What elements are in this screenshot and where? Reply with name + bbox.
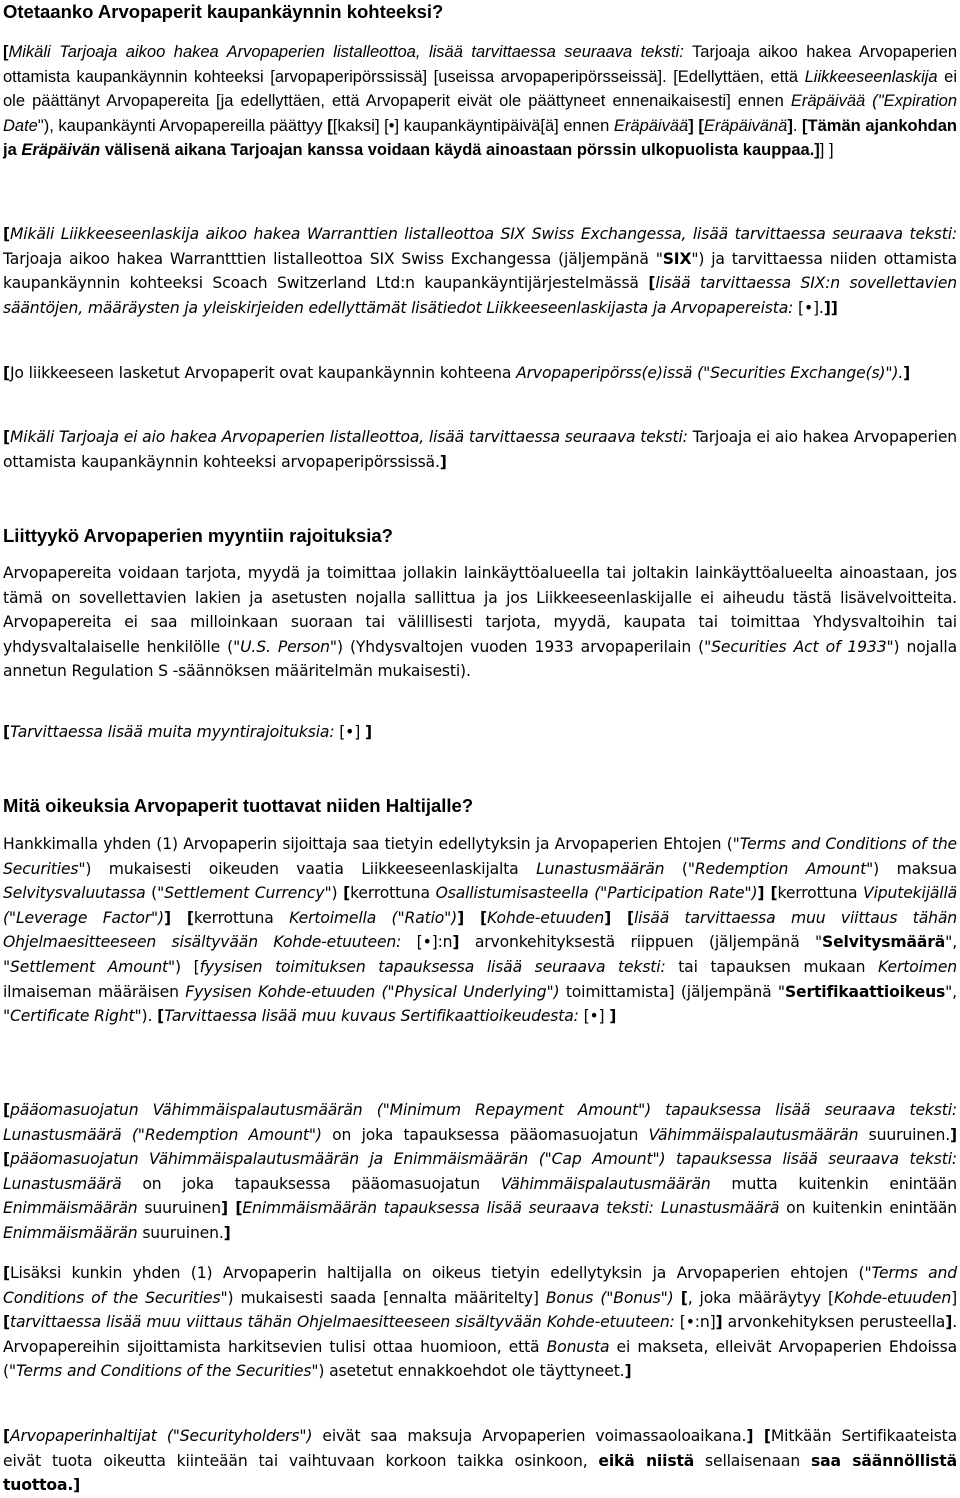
text-run: Bonusta [546, 1337, 610, 1356]
text-run: SIX [662, 249, 692, 268]
text-run: ") asetetut ennakkoehdot ole täyttyneet. [311, 1362, 625, 1381]
text-run: Jo liikkeeseen lasketut Arvopaperit ovat kaupankäynnin kohteena [9, 364, 517, 382]
text-run: [ [680, 1288, 688, 1307]
text-run: ] [ [220, 1199, 243, 1218]
text-run: Terms and Conditions of the Securities [15, 1362, 312, 1381]
text-run: ] [ [457, 908, 487, 927]
text-run: suuruinen. [858, 1125, 951, 1144]
text-run: [ [343, 884, 351, 903]
text-run: Lunastusmäärän [536, 859, 665, 878]
text-run: välisenä aikana Tarjoajan kanssa voidaan käydä ainoastaan pörssin ulkopuolista kauppaa.] [100, 141, 820, 160]
text-run: ei ole päättänyt Arvopapereita [ja edellyttäen, että Arvopaperit eivät ole päättyneet ennenaikaisesti] ennen [3, 67, 957, 111]
text-run: Liikkeeseenlaskija [804, 67, 938, 86]
text-run: tai tapauksen mukaan [665, 957, 879, 976]
text-run: ") nojalla annetun Regulation S -säännöksen määritelmän mukaisesti). [3, 637, 958, 681]
text-run: Eräpäivää [613, 116, 689, 135]
text-run [674, 1289, 681, 1307]
text-run: ei makseta, elleivät Arvopaperien Ehdoissa (" [3, 1337, 957, 1381]
text-run: ]] [823, 298, 838, 317]
heading-holder-rights: Mitä oikeuksia Arvopaperit tuottavat niiden Haltijalle? [3, 795, 474, 816]
text-run: Redemption Amount [694, 859, 867, 878]
text-run: on joka tapauksessa pääomasuojatun [121, 1174, 501, 1193]
text-run: Viputekijällä ("Leverage Factor") [3, 884, 958, 927]
text-run: ") mukaisesti oikeuden vaatia Liikkeeseenlaskijalta [78, 859, 537, 878]
heading-trading-admission: Otetaanko Arvopaperit kaupankäynnin kohteeksi? [3, 1, 444, 22]
text-run: kerrottuna [350, 884, 436, 903]
text-run: (" [865, 92, 884, 111]
heading-sales-restrictions: Liittyykö Arvopaperien myyntiin rajoituksia? [3, 525, 393, 546]
text-run: lisää tarvittaessa SIX:n sovellettavien sääntöjen, määräysten ja yleiskirjeiden edellyttämät lisätiedot Liikkeeseenlaskijasta ja Arvopapereista: [3, 274, 957, 317]
text-run: ] [903, 364, 911, 382]
text-run: suuruinen [137, 1199, 221, 1218]
paragraph-other-restrictions [3, 720, 957, 745]
text-run: Fyysisen Kohde-etuuden ("Physical Underlying") [185, 982, 560, 1001]
paragraph-bonus [3, 1261, 957, 1384]
paragraph-capital-protection [3, 1098, 957, 1246]
text-run: pääomasuojatun Vähimmäispalautusmäärän ("Minimum Repayment Amount") tapauksessa lisää seuraava teksti: [9, 1101, 957, 1119]
text-run: Enimmäismäärän [3, 1199, 138, 1218]
text-run: Osallistumisasteella ("Participation Rate") [435, 884, 758, 903]
paragraph-six-listing [3, 222, 957, 320]
text-run: Kertoimella ("Ratio") [289, 908, 458, 927]
text-run: eivät saa maksuja Arvopaperien voimassaoloaikana. [312, 1427, 747, 1445]
text-run: [Tämän ajankohdan ja [3, 116, 958, 160]
text-run: toimittamista] (jäljempänä " [559, 982, 785, 1001]
text-run: on kuitenkin enintään [779, 1199, 957, 1218]
text-run: ] [223, 1223, 231, 1242]
text-run: Enimmäismäärän tapauksessa lisää seuraava teksti: Lunastusmäärä [242, 1199, 780, 1218]
text-run: [ [648, 274, 656, 293]
text-run: Mikäli Tarjoaja ei aio hakea Arvopaperien listalleottoa, lisää tarvittaessa seuraava teksti: [9, 428, 688, 446]
text-run: mutta kuitenkin enintään [710, 1174, 957, 1193]
text-run: Terms and Conditions of the Securities [3, 835, 957, 878]
paragraph-already-listed [3, 361, 957, 386]
text-run: Eräpäivänä [703, 116, 788, 135]
text-run: ] [ [757, 884, 778, 903]
text-run: sellaisenaan [694, 1451, 811, 1470]
text-run: ] [ [604, 908, 634, 927]
text-run: [ [3, 1313, 10, 1332]
text-run: [•:n] [674, 1313, 716, 1332]
paragraph-sales-restrictions [3, 561, 957, 684]
text-run: [•]:n [401, 933, 453, 952]
text-run: [ [3, 43, 9, 61]
text-run: ") [324, 884, 344, 903]
text-run: Sertifikaattioikeus [784, 982, 946, 1001]
text-run: Certificate Right [10, 1007, 135, 1026]
text-run: ") [ [168, 957, 200, 976]
paragraph-redemption-rights [3, 832, 957, 1029]
text-run: ] [73, 1476, 81, 1495]
text-run: Expiration Date [3, 92, 958, 135]
text-run: [ [327, 116, 333, 135]
text-run: [ [3, 1264, 10, 1282]
text-run: ] [ [3, 1125, 957, 1169]
text-run: ilmaiseman määräisen [3, 982, 186, 1001]
text-run: ] [624, 1362, 632, 1381]
text-run: Tarjoaja aikoo hakea Arvopaperien ottamista kaupankäynnin kohteeksi [arvopaperipörssissä] [useissa arvopaperipörsseissä]. [Edellyttäen, että [3, 43, 957, 86]
text-run: saa säännöllistä tuottoa. [3, 1451, 957, 1495]
text-run: ] [951, 1288, 957, 1307]
text-run: arvonkehityksestä riippuen (jäljempänä " [459, 933, 823, 952]
text-run: Mitkään Sertifikaateista eivät tuota oikeutta kiinteään tai vaihtuvaan korkoon taikka osinkoon, [3, 1427, 957, 1470]
text-run: ] [364, 723, 372, 741]
text-run: Selvitysmäärä [822, 933, 946, 952]
text-run: ") maksua [866, 859, 958, 878]
text-run: fyysisen toimituksen tapauksessa lisää seuraava teksti: [199, 957, 666, 976]
text-run: Enimmäismäärän [3, 1223, 138, 1242]
text-run: ] [452, 933, 460, 952]
text-run: [kaksi] [•] kaupankäyntipäivä[ä] ennen [332, 116, 614, 135]
text-run: Kertoimen [878, 957, 957, 976]
text-run: Settlement Amount [10, 957, 169, 976]
text-run: ] [439, 452, 447, 471]
text-run: "). [134, 1007, 158, 1026]
text-run: tarvittaessa lisää muu viittaus tähän Ohjelmaesitteeseen sisältyvään Kohde-etuuteen: [9, 1313, 675, 1332]
text-run: lisää tarvittaessa muu viittaus tähän Ohjelmaesitteeseen sisältyvään Kohde-etuuteen: [3, 908, 958, 952]
text-run: Bonus ("Bonus") [545, 1288, 674, 1307]
text-run: ] [ [688, 116, 704, 135]
text-run: kerrottuna [193, 908, 290, 927]
text-run: [•]. [793, 298, 824, 317]
text-run: pääomasuojatun Vähimmäispalautusmäärän ja Enimmäismäärän ("Cap Amount") tapauksessa lisää seuraava teksti: Lunastusmäärä [3, 1150, 957, 1193]
paragraph-no-listing [3, 425, 957, 474]
text-run: Mikäli Tarjoaja aikoo hakea Arvopaperien listalleottoa, lisää tarvittaessa seuraava teksti: [8, 43, 684, 61]
text-run: kerrottuna [777, 884, 864, 903]
text-run: Eräpäivän [21, 141, 101, 160]
text-run: Arvopaperinhaltijat ("Securityholders") [9, 1427, 313, 1445]
text-run: ] [715, 1313, 723, 1332]
text-run: on joka tapauksessa pääomasuojatun [321, 1125, 649, 1144]
text-run: Tarvittaessa lisää muita myyntirajoituksia: [9, 723, 335, 741]
text-run: , joka määräytyy [ [687, 1288, 834, 1307]
text-run: Tarjoaja aikoo hakea Warrantttien listalleottoa SIX Swiss Exchangessa (jäljempänä " [3, 249, 663, 268]
text-run: . Arvopapereihin sijoittamista harkitsevien tulisi ottaa huomioon, että [3, 1313, 957, 1356]
text-run [21, 141, 100, 159]
text-run: Lisäksi kunkin yhden (1) Arvopaperin haltijalla on oikeus tietyin edellytyksin ja Arvopaperien ehtojen (" [9, 1264, 872, 1282]
text-run: . [792, 116, 803, 135]
text-run: Eräpäivää [790, 92, 866, 111]
text-run: "), kaupankäynti Arvopapereilla päättyy [37, 116, 328, 135]
text-run: ", " [3, 933, 958, 976]
text-run: Securities Act of 1933 [711, 637, 887, 656]
text-run: eikä niistä [598, 1451, 695, 1470]
text-run: Mikäli Liikkeeseenlaskija aikoo hakea Warranttien listalleottoa SIX Swiss Exchangessa, lisää tarvittaessa seuraava teksti: [9, 225, 957, 243]
text-run: (" [664, 859, 695, 878]
text-run: [ [3, 225, 10, 243]
text-run: ] [609, 1007, 617, 1026]
text-run: ") ja tarvittaessa niiden ottamista kaupankäynnin kohteeksi Scoach Switzerland Ltd:n kaupankäyntijärjestelmässä [3, 249, 957, 293]
paragraph-securityholders-payments [3, 1424, 957, 1498]
text-run: Vähimmäispalautusmäärän [648, 1125, 859, 1144]
text-run: Lunastusmäärä ("Redemption Amount") [3, 1125, 322, 1144]
text-run: [ [3, 723, 10, 741]
text-run: Arvopaperipörss(e)issä ("Securities Exchange(s)"). [516, 364, 904, 382]
text-run: ", " [3, 982, 957, 1026]
text-run: ] ] [819, 141, 834, 160]
text-run: Selvitysvaluutassa [3, 884, 146, 903]
text-run: ") (Yhdysvaltojen vuoden 1933 arvopaperilain (" [329, 637, 712, 656]
text-run: Settlement Currency [164, 884, 325, 903]
text-run: Terms and Conditions of the Securities [3, 1264, 957, 1307]
text-run: Kohde-etuuden [833, 1288, 952, 1307]
text-run: Tarjoaja ei aio hakea Arvopaperien ottamista kaupankäynnin kohteeksi arvopaperipörssissä. [3, 428, 957, 471]
text-run: [ [3, 1427, 10, 1445]
text-run: ] [ [163, 908, 194, 927]
text-run: Arvopapereita voidaan tarjota, myydä ja toimittaa jollakin lainkäyttöalueella tai joltakin lainkäyttöalueelta ainoastaan, jos tämä on sovellettavien lakien ja asetusten nojalla sallittua ja jos Liikkeeseenlaskijalle ei aiheudu tästä lisävelvoitteita. Arvopapereita ei saa milloinkaan suoraan tai välillisesti tarjota, myydä, kaupata tai toimittaa Yhdysvaltoihin tai yhdysvaltalaiselle henkilölle (" [3, 564, 957, 656]
text-run: (" [145, 884, 165, 903]
text-run: U.S. Person [240, 637, 330, 656]
text-run: Tarvittaessa lisää muu kuvaus Sertifikaattioikeudesta: [164, 1007, 579, 1026]
text-run: [ [3, 364, 10, 382]
paragraph-listing-application [3, 40, 957, 163]
text-run: [•] [578, 1007, 610, 1026]
text-run: [ [3, 428, 10, 446]
text-run: suuruinen. [137, 1223, 224, 1242]
text-run: Vähimmäispalautusmäärän [500, 1174, 711, 1193]
text-run: ] [945, 1313, 953, 1332]
text-run: Hankkimalla yhden (1) Arvopaperin sijoittaja saa tietyin edellytyksin ja Arvopaperien Ehtojen (" [3, 835, 740, 853]
text-run: ] [787, 116, 793, 135]
text-run: arvonkehityksen perusteella [722, 1313, 946, 1332]
text-run: ") mukaisesti saada [ennalta määritelty] [220, 1288, 546, 1307]
text-run: Kohde-etuuden [486, 908, 605, 927]
text-run: [•] [334, 723, 365, 741]
text-run: [ [157, 1007, 165, 1026]
text-run: [ [3, 1101, 10, 1119]
text-run: ] [ [746, 1427, 771, 1445]
